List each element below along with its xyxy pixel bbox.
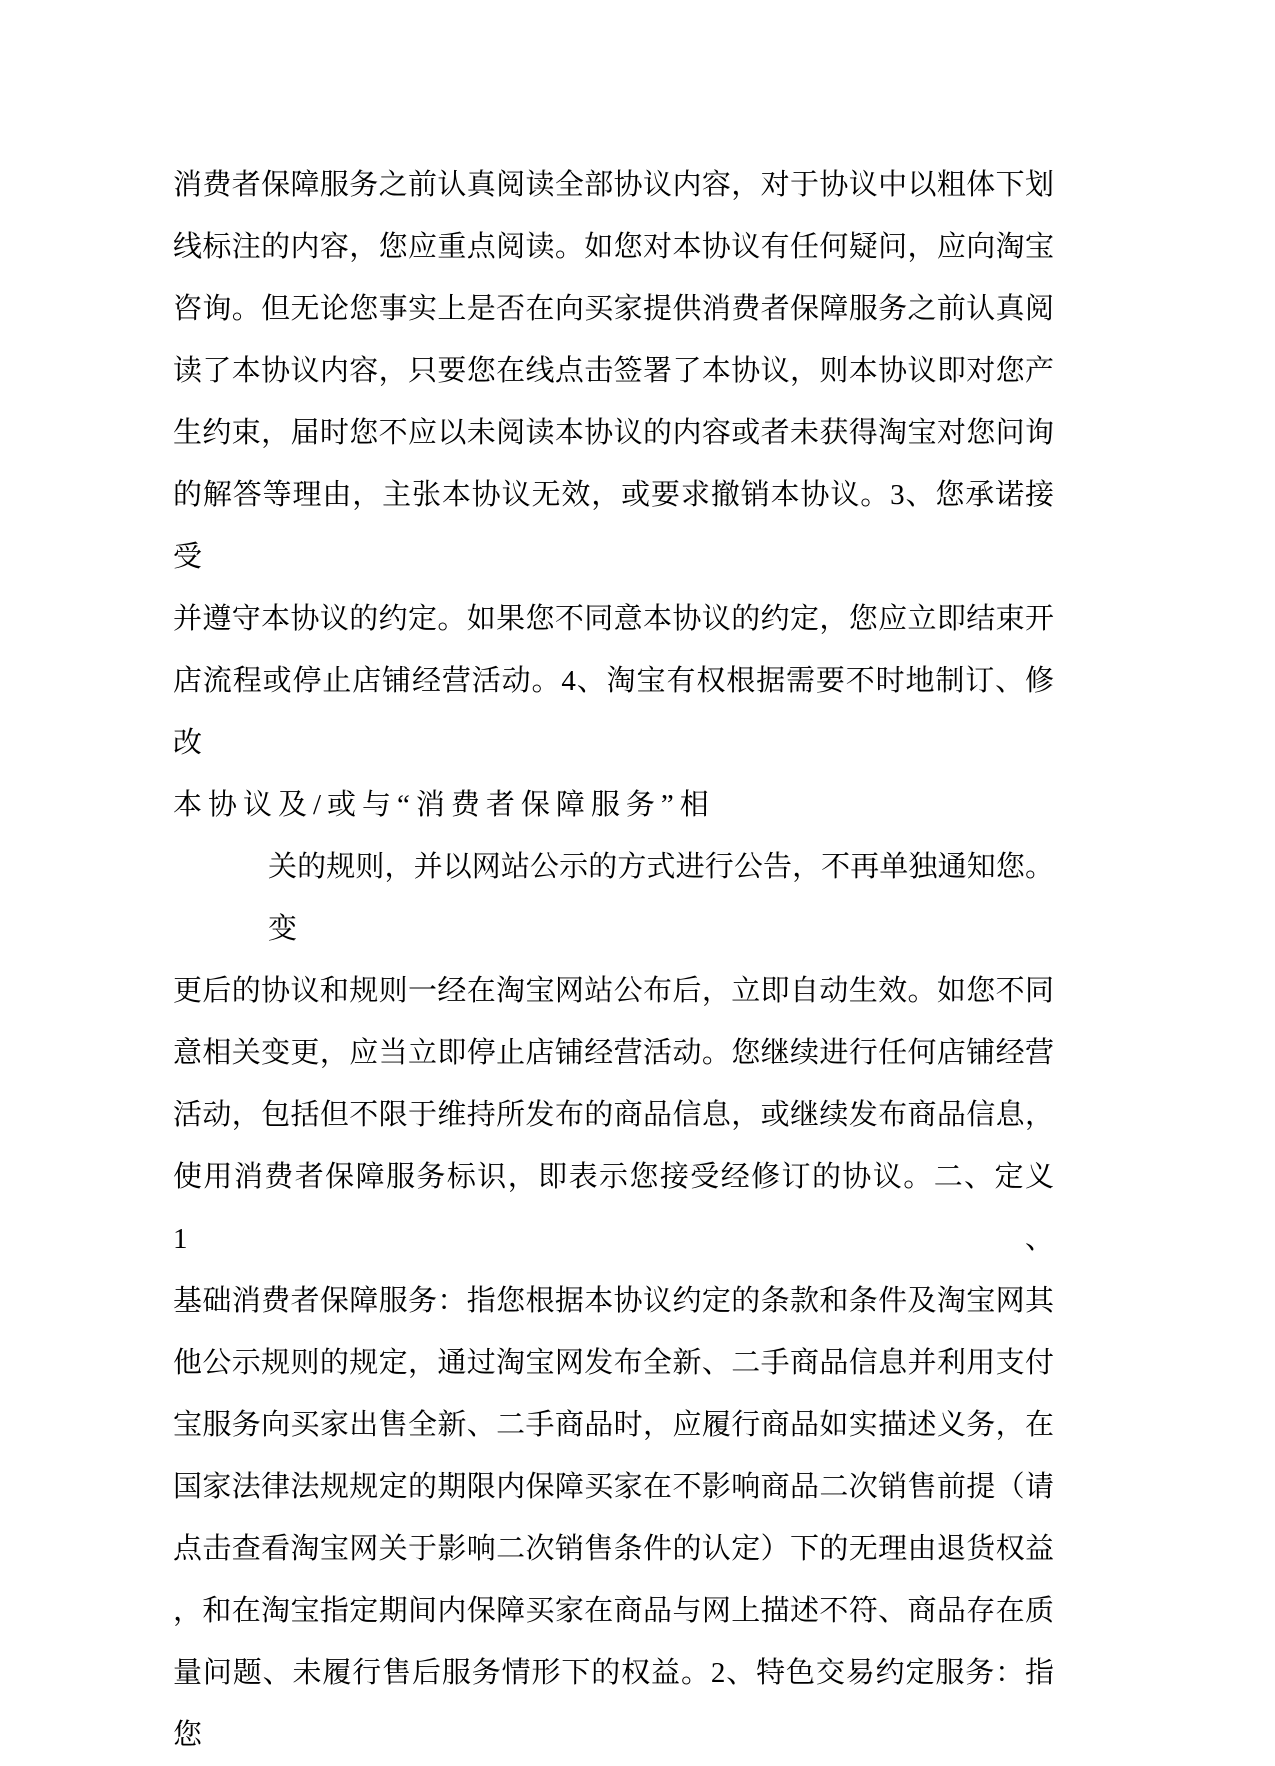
text-line: 咨询。但无论您事实上是否在向买家提供消费者保障服务之前认真阅 — [173, 293, 1054, 325]
text-line: 活动，包括但不限于维持所发布的商品信息，或继续发布商品信息， — [173, 1099, 1054, 1131]
text-line: 生约束，届时您不应以未阅读本协议的内容或者未获得淘宝对您问询 — [173, 417, 1054, 449]
text-line: 量问题、未履行售后服务情形下的权益。2、特色交易约定服务：指您 — [173, 1657, 1054, 1751]
text-line: 他公示规则的规定，通过淘宝网发布全新、二手商品信息并利用支付 — [173, 1347, 1054, 1379]
text-line: 使用消费者保障服务标识，即表示您接受经修订的协议。二、定义 1、 — [173, 1161, 1054, 1255]
text-line: 并遵守本协议的约定。如果您不同意本协议的约定，您应立即结束开 — [173, 603, 1054, 635]
text-line: 的解答等理由，主张本协议无效，或要求撤销本协议。3、您承诺接受 — [173, 479, 1054, 573]
text-line: 意相关变更，应当立即停止店铺经营活动。您继续进行任何店铺经营 — [173, 1037, 1054, 1069]
document-page — [173, 154, 1054, 1766]
text-line-paragraph-end: 本协议及/或与“消费者保障服务”相 — [173, 789, 715, 821]
text-line: ，和在淘宝指定期间内保障买家在商品与网上描述不符、商品存在质 — [173, 1595, 1054, 1627]
text-line: 更后的协议和规则一经在淘宝网站公布后，立即自动生效。如您不同 — [173, 975, 1054, 1007]
text-line: 读了本协议内容，只要您在线点击签署了本协议，则本协议即对您产 — [173, 355, 1054, 387]
text-line: 点击查看淘宝网关于影响二次销售条件的认定）下的无理由退货权益 — [173, 1533, 1054, 1565]
text-line: 店流程或停止店铺经营活动。4、淘宝有权根据需要不时地制订、修改 — [173, 665, 1054, 759]
text-line: 线标注的内容，您应重点阅读。如您对本协议有任何疑问，应向淘宝 — [173, 231, 1054, 263]
text-line: 基础消费者保障服务：指您根据本协议约定的条款和条件及淘宝网其 — [173, 1285, 1054, 1317]
text-line-paragraph-start: 关的规则，并以网站公示的方式进行公告，不再单独通知您。变 — [268, 851, 1054, 945]
text-line: 消费者保障服务之前认真阅读全部协议内容，对于协议中以粗体下划 — [173, 169, 1054, 201]
text-line: 国家法律法规规定的期限内保障买家在不影响商品二次销售前提（请 — [173, 1471, 1054, 1503]
text-line: 宝服务向买家出售全新、二手商品时，应履行商品如实描述义务，在 — [173, 1409, 1054, 1441]
